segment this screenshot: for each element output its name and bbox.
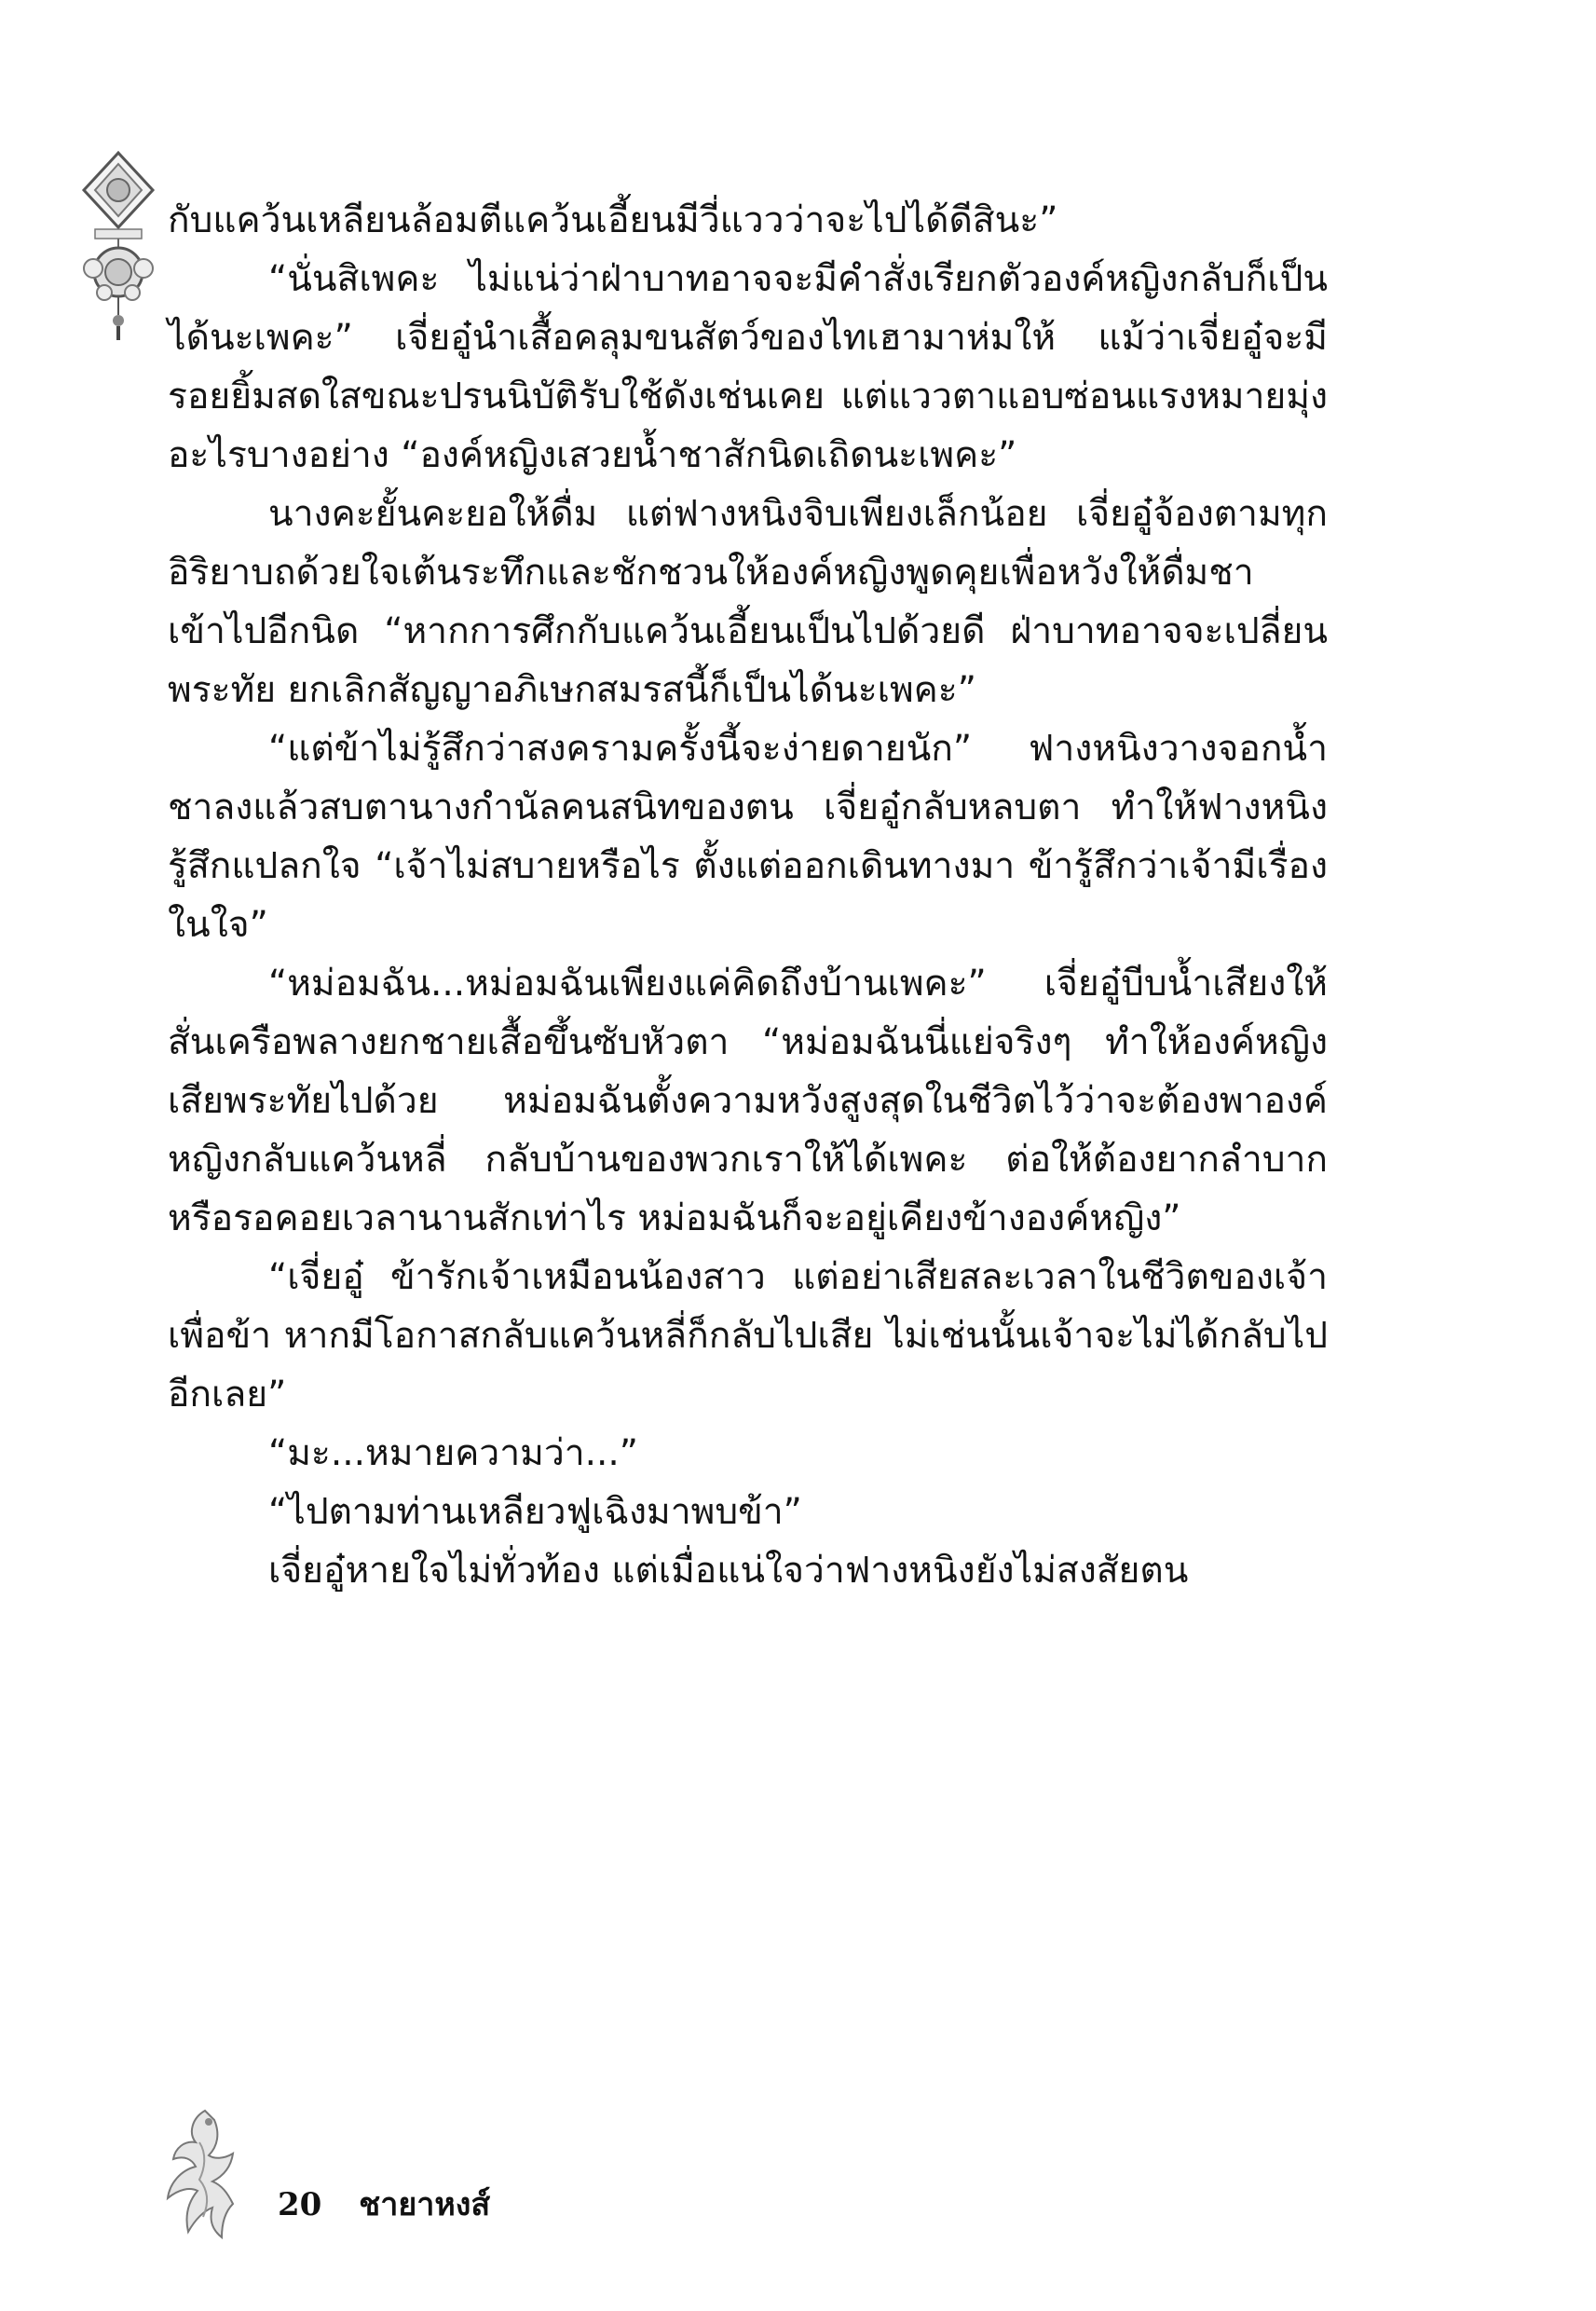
paragraph: “ไปตามท่านเหลียวฟูเฉิงมาพบข้า” <box>268 1491 802 1533</box>
paragraph: “เจี่ยอู๋ ข้ารักเจ้าเหมือนน้องสาว แต่อย่าเสียสละเวลาในชีวิตของเจ้าเพื่อข้า หากมีโอกาสกลับแคว้นหลี่ก็กลับไปเสีย ไม่เช่นนั้นเจ้าจะไม่ได้กลับไปอีกเลย” <box>168 1256 1328 1415</box>
body-text <box>168 191 1328 1600</box>
book-title: ชายาหงส์ <box>359 2186 491 2223</box>
paragraph: นางคะยั้นคะยอให้ดื่ม แต่ฟางหนิงจิบเพียงเล็กน้อย เจี่ยอู๋จ้องตามทุกอิริยาบถด้วยใจเต้นระทึกและชักชวนให้องค์หญิงพูดคุยเพื่อหวังให้ดื่มชาเข้าไปอีกนิด “หากการศึกกับแคว้นเอี้ยนเป็นไปด้วยดี ฝ่าบาทอาจจะเปลี่ยนพระทัย ยกเลิกสัญญาอภิเษกสมรสนี้ก็เป็นได้นะเพคะ” <box>168 493 1328 711</box>
paragraph: เจี่ยอู๋หายใจไม่ทั่วท้อง แต่เมื่อแน่ใจว่าฟางหนิงยังไม่สงสัยตน <box>268 1550 1189 1592</box>
phoenix-ornament-icon <box>147 2101 250 2241</box>
paragraph: “นั่นสิเพคะ ไม่แน่ว่าฝ่าบาทอาจจะมีคำสั่งเรียกตัวองค์หญิงกลับก็เป็นได้นะเพคะ” เจี่ยอู๋นำเสื้อคลุมขนสัตว์ของไทเฮามาห่มให้ แม้ว่าเจี่ยอู๋จะมีรอยยิ้มสดใสขณะปรนนิบัติรับใช้ดังเช่นเคย แต่แววตาแอบซ่อนแรงหมายมุ่งอะไรบางอย่าง “องค์หญิงเสวยน้ำชาสักนิดเถิดนะเพคะ” <box>168 258 1328 476</box>
paragraph: กับแคว้นเหลียนล้อมตีแคว้นเอี้ยนมีวี่แววว่าจะไปได้ดีสินะ” <box>168 199 1058 241</box>
page-number: 20 <box>278 2186 322 2223</box>
paragraph: “หม่อมฉัน...หม่อมฉันเพียงแค่คิดถึงบ้านเพคะ” เจี่ยอู๋บีบน้ำเสียงให้สั่นเครือพลางยกชายเสื้อขึ้นซับหัวตา “หม่อมฉันนี่แย่จริงๆ ทำให้องค์หญิงเสียพระทัยไปด้วย หม่อมฉันตั้งความหวังสูงสุดในชีวิตไว้ว่าจะต้องพาองค์หญิงกลับแคว้นหลี่ กลับบ้านของพวกเราให้ได้เพคะ ต่อให้ต้องยากลำบากหรือรอคอยเวลานานสักเท่าไร หม่อมฉันก็จะอยู่เคียงข้างองค์หญิง” <box>168 963 1328 1239</box>
top-ornament-icon <box>67 149 170 345</box>
page-footer <box>278 2179 490 2229</box>
paragraph: “แต่ข้าไม่รู้สึกว่าสงครามครั้งนี้จะง่ายดายนัก” ฟางหนิงวางจอกน้ำชาลงแล้วสบตานางกำนัลคนสนิทของตน เจี่ยอู๋กลับหลบตา ทำให้ฟางหนิงรู้สึกแปลกใจ “เจ้าไม่สบายหรือไร ตั้งแต่ออกเดินทางมา ข้ารู้สึกว่าเจ้ามีเรื่องในใจ” <box>168 728 1328 946</box>
paragraph: “มะ...หมายความว่า...” <box>268 1432 639 1474</box>
